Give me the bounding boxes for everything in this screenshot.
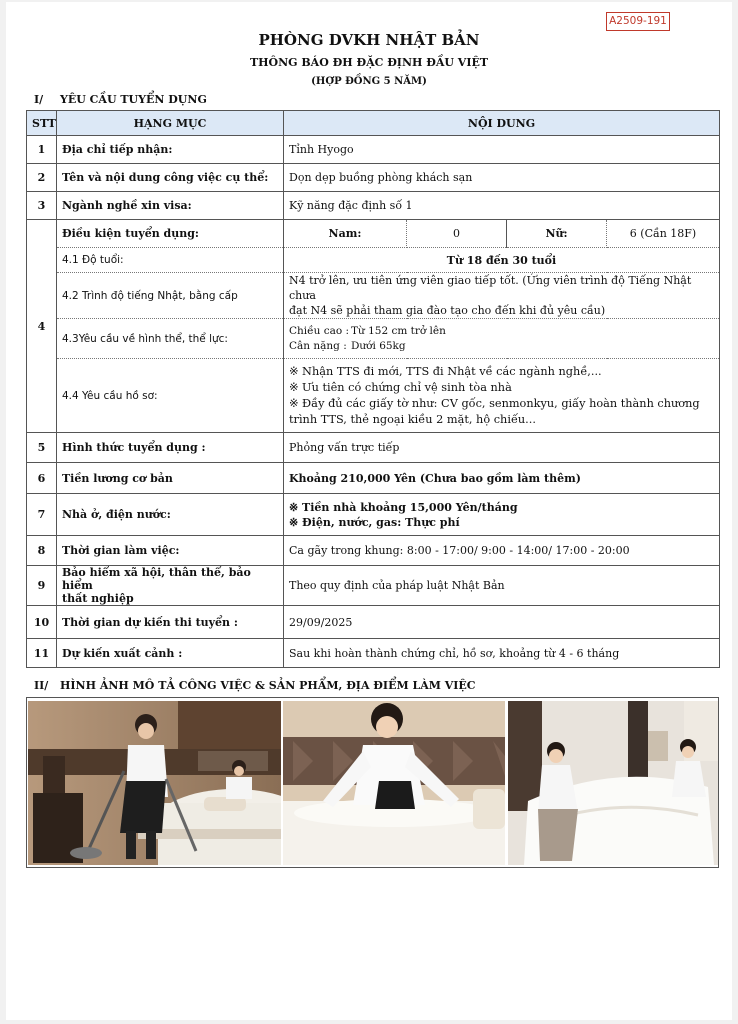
row-label: Ngành nghề xin visa: xyxy=(57,192,284,220)
row-label: Thời gian làm việc: xyxy=(57,536,284,566)
row-number: 8 xyxy=(27,536,57,566)
table-header-row xyxy=(27,111,720,136)
row-number: 2 xyxy=(27,164,57,192)
table-row xyxy=(27,273,720,319)
row-number: 5 xyxy=(27,433,57,463)
table-row xyxy=(27,433,720,463)
row-value xyxy=(284,494,720,536)
section-1-number: I/ xyxy=(34,93,44,106)
female-label: Nữ: xyxy=(507,220,607,248)
documents-line: ※ Đầy đủ các giấy tờ như: CV gốc, senmonkyu, giấy hoàn thành chương xyxy=(289,396,700,410)
document-title: PHÒNG DVKH NHẬT BẢN xyxy=(258,31,480,49)
height-line xyxy=(289,324,714,339)
height-label: Chiều cao : xyxy=(289,324,350,337)
weight-value: Dưới 65kg xyxy=(351,339,406,352)
row-value: Theo quy định của pháp luật Nhật Bản xyxy=(284,566,720,606)
weight-label: Cân nặng : xyxy=(289,339,347,352)
physique-value xyxy=(284,319,720,359)
table-row xyxy=(27,164,720,192)
row-label: Dự kiến xuất cảnh : xyxy=(57,639,284,668)
table-row xyxy=(27,136,720,164)
section-2-title: HÌNH ẢNH MÔ TẢ CÔNG VIỆC & SẢN PHẨM, ĐỊA ĐIỂM LÀM VIỆC xyxy=(60,679,476,692)
language-label: 4.2 Trình độ tiếng Nhật, bằng cấp xyxy=(57,273,284,319)
row-value: Phỏng vấn trực tiếp xyxy=(284,433,720,463)
row-label-line: thất nghiệp xyxy=(62,592,134,605)
table-row xyxy=(27,536,720,566)
section-1-title: YÊU CẦU TUYỂN DỤNG xyxy=(60,93,207,106)
table-row xyxy=(27,639,720,668)
table-row xyxy=(27,192,720,220)
header-stt: STT xyxy=(27,111,57,136)
row-label: Nhà ở, điện nước: xyxy=(57,494,284,536)
table-row xyxy=(27,359,720,433)
age-label: 4.1 Độ tuổi: xyxy=(57,248,284,273)
section-2-number: II/ xyxy=(34,679,49,692)
row-label: Tên và nội dung công việc cụ thể: xyxy=(57,164,284,192)
row-label xyxy=(57,566,284,606)
work-photos xyxy=(26,697,719,868)
photo-making-bed xyxy=(283,701,505,865)
row-value: Ca gãy trong khung: 8:00 - 17:00/ 9:00 - 14:00/ 17:00 - 20:00 xyxy=(284,536,720,566)
language-line: đạt N4 sẽ phải tham gia đào tạo cho đến khi đủ yêu cầu) xyxy=(289,304,606,317)
female-count: 6 (Cần 18F) xyxy=(607,220,720,248)
row-value: Kỹ năng đặc định số 1 xyxy=(284,192,720,220)
housing-line: ※ Tiền nhà khoảng 15,000 Yên/tháng xyxy=(289,500,518,514)
documents-label: 4.4 Yêu cầu hồ sơ: xyxy=(57,359,284,433)
language-line: N4 trở lên, ưu tiên ứng viên giao tiếp tốt. (Ứng viên trình độ Tiếng Nhật chưa xyxy=(289,274,692,302)
table-row xyxy=(27,220,720,248)
row-number: 10 xyxy=(27,606,57,639)
table-row xyxy=(27,463,720,494)
height-value: Từ 152 cm trở lên xyxy=(351,324,446,337)
row-label: Điều kiện tuyển dụng: xyxy=(57,220,284,248)
row-number: 7 xyxy=(27,494,57,536)
contract-term: (HỢP ĐỒNG 5 NĂM) xyxy=(311,76,427,87)
photo-spreading-sheet xyxy=(508,701,718,865)
row-number: 1 xyxy=(27,136,57,164)
section-1-heading xyxy=(34,93,207,106)
male-count: 0 xyxy=(407,220,507,248)
age-value: Từ 18 đến 30 tuổi xyxy=(284,248,720,273)
row-label: Địa chỉ tiếp nhận: xyxy=(57,136,284,164)
row-value: Khoảng 210,000 Yên (Chưa bao gồm làm thêm) xyxy=(284,463,720,494)
row-number: 11 xyxy=(27,639,57,668)
header-content: NỘI DUNG xyxy=(284,111,720,136)
table-row xyxy=(27,319,720,359)
row-number: 4 xyxy=(27,220,57,433)
row-number: 6 xyxy=(27,463,57,494)
table-row xyxy=(27,566,720,606)
document-code: A2509-191 xyxy=(606,12,670,31)
row-label: Hình thức tuyển dụng : xyxy=(57,433,284,463)
language-value xyxy=(284,273,720,319)
row-label: Tiền lương cơ bản xyxy=(57,463,284,494)
row-value: 29/09/2025 xyxy=(284,606,720,639)
physique-label: 4.3Yêu cầu về hình thể, thể lực: xyxy=(57,319,284,359)
row-number: 3 xyxy=(27,192,57,220)
utilities-line: ※ Điện, nước, gas: Thực phí xyxy=(289,515,460,529)
documents-value xyxy=(284,359,720,433)
section-2-heading xyxy=(34,679,476,692)
requirements-table xyxy=(26,110,720,668)
row-label: Thời gian dự kiến thi tuyển : xyxy=(57,606,284,639)
weight-line xyxy=(289,339,714,354)
document-subtitle: THÔNG BÁO ĐH ĐẶC ĐỊNH ĐẦU VIỆT xyxy=(249,56,489,69)
table-row xyxy=(27,248,720,273)
row-value: Dọn dẹp buồng phòng khách sạn xyxy=(284,164,720,192)
row-value: Tỉnh Hyogo xyxy=(284,136,720,164)
row-value: Sau khi hoàn thành chứng chỉ, hồ sơ, khoảng từ 4 - 6 tháng xyxy=(284,639,720,668)
documents-line: ※ Nhận TTS đi mới, TTS đi Nhật về các ngành nghề,... xyxy=(289,364,602,378)
header-category: HẠNG MỤC xyxy=(57,111,284,136)
table-row xyxy=(27,494,720,536)
male-label: Nam: xyxy=(284,220,407,248)
table-row xyxy=(27,606,720,639)
documents-line: trình TTS, thẻ ngoại kiều 2 mặt, hộ chiếu... xyxy=(289,412,536,426)
documents-line: ※ Ưu tiên có chứng chỉ vệ sinh tòa nhà xyxy=(289,380,512,394)
row-number: 9 xyxy=(27,566,57,606)
photo-housekeeper-vacuuming xyxy=(28,701,281,865)
row-label-line: Bảo hiểm xã hội, thân thể, bảo hiểm xyxy=(62,566,251,592)
